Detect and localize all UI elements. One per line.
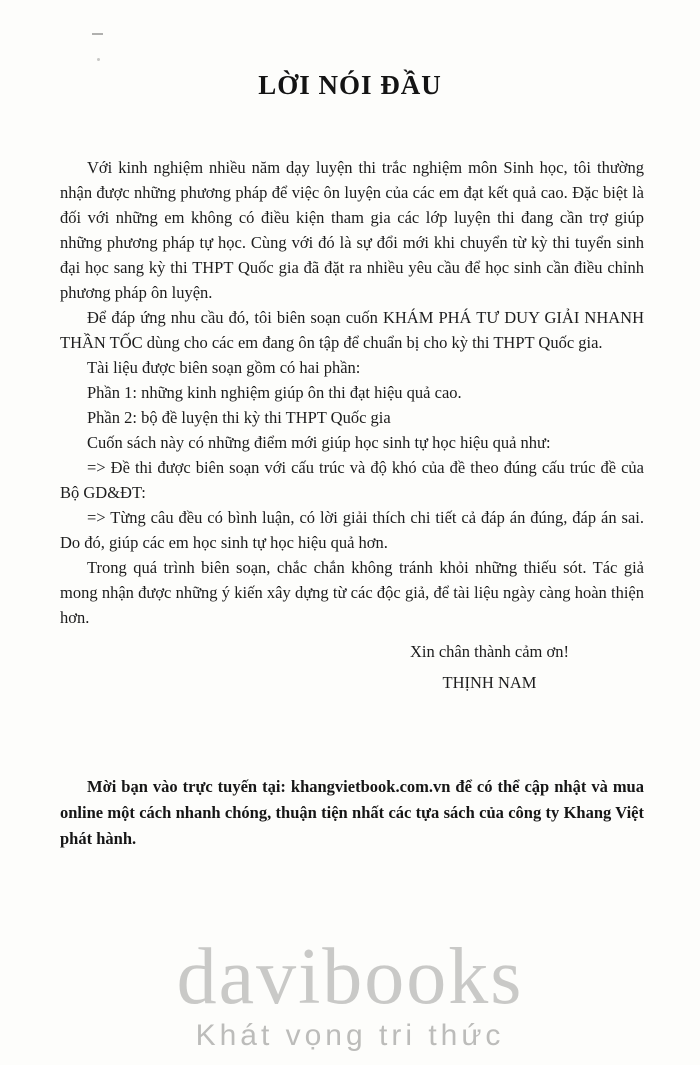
paragraph: => Từng câu đều có bình luận, có lời giải thích chi tiết cả đáp án đúng, đáp án sai. Do đó, giúp các em học sinh tự học hiệu quả hơn. — [60, 508, 644, 552]
paragraph: Trong quá trình biên soạn, chắc chắn không tránh khỏi những thiếu sót. Tác giả mong nhận được những ý kiến xây dựng từ các độc giả, để tài liệu ngày càng hoàn thiện hơn. — [60, 558, 644, 627]
paragraph: Phần 2: bộ đề luyện thi kỳ thi THPT Quốc gia — [87, 408, 391, 427]
closing-thanks: Xin chân thành cảm ơn! — [409, 642, 569, 661]
closing-block — [410, 636, 569, 698]
closing-author: THỊNH NAM — [442, 673, 537, 692]
paragraph: => Đề thi được biên soạn với cấu trúc và độ khó của đề theo đúng cấu trúc đề của Bộ GD&ĐT: — [60, 458, 644, 502]
scan-artifact — [92, 33, 103, 35]
paragraph: Với kinh nghiệm nhiều năm dạy luyện thi trắc nghiệm môn Sinh học, tôi thường nhận được những phương pháp để việc ôn luyện của các em đạt kết quả cao. Đặc biệt là đối với những em không có điều kiện tham gia các lớp luyện thi đang cần trợ giúp những phương pháp tự học. Cùng với đó là sự đổi mới khi chuyển từ kỳ thi tuyển sinh đại học sang kỳ thi THPT Quốc gia đã đặt ra nhiều yêu cầu để học sinh cần điều chỉnh phương pháp ôn luyện. — [60, 158, 644, 302]
paragraph: Phần 1: những kinh nghiệm giúp ôn thi đạt hiệu quả cao. — [87, 383, 462, 402]
scan-artifact — [97, 58, 100, 61]
paragraph: Tài liệu được biên soạn gồm có hai phần: — [87, 358, 361, 377]
publisher-note: Mời bạn vào trực tuyến tại: khangvietbook.com.vn để có thể cập nhật và mua online một cách nhanh chóng, thuận tiện nhất các tựa sách của công ty Khang Việt phát hành. — [60, 777, 644, 848]
paragraph: Để đáp ứng nhu cầu đó, tôi biên soạn cuốn KHÁM PHÁ TƯ DUY GIẢI NHANH THẦN TỐC dùng cho các em đang ôn tập để chuẩn bị cho kỳ thi THPT Quốc gia. — [60, 308, 644, 352]
page-title: LỜI NÓI ĐẦU — [258, 70, 442, 100]
watermark-brand: davibooks — [176, 933, 524, 1021]
watermark-slogan: Khát vọng tri thức — [195, 1019, 505, 1052]
page-body — [60, 155, 644, 852]
watermark — [0, 933, 700, 1053]
paragraph: Cuốn sách này có những điểm mới giúp học sinh tự học hiệu quả như: — [87, 433, 551, 452]
